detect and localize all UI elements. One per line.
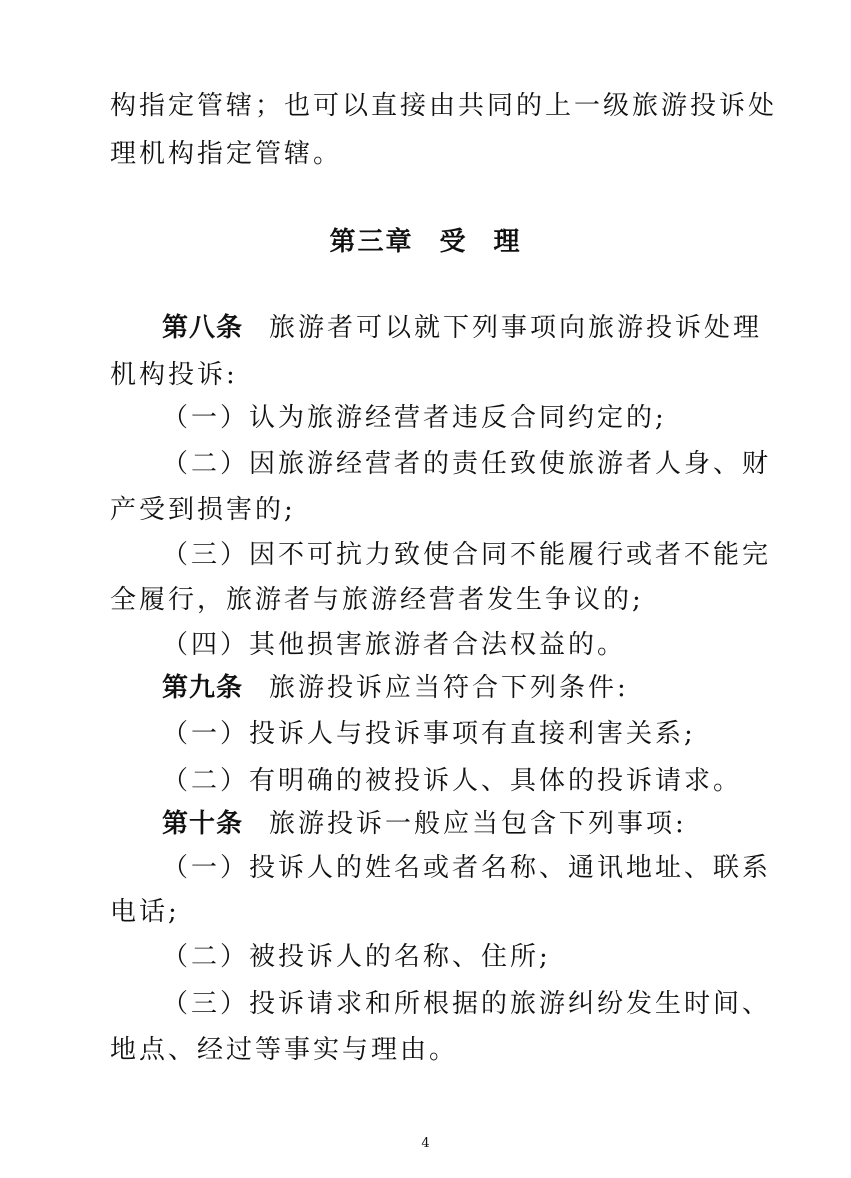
article-9-text: 旅游投诉应当符合下列条件: bbox=[269, 673, 629, 703]
article-8-text: 旅游者可以就下列事项向旅游投诉处理 bbox=[269, 313, 763, 343]
article-10-title: 第十条 bbox=[162, 809, 244, 839]
article-10-item: （二）被投诉人的名称、住所; bbox=[162, 942, 551, 972]
chapter-heading bbox=[0, 224, 851, 260]
chapter-number: 第三章 bbox=[329, 227, 414, 257]
article-10-line-1 bbox=[162, 806, 787, 842]
paragraph-line: 理机构指定管辖。 bbox=[110, 139, 343, 169]
article-8-title: 第八条 bbox=[162, 313, 244, 343]
article-10-item-continued: 地点、经过等事实与理由。 bbox=[110, 1035, 459, 1065]
article-9-item: （一）投诉人与投诉事项有直接利害关系; bbox=[162, 719, 696, 749]
article-9-item: （二）有明确的被投诉人、具体的投诉请求。 bbox=[162, 766, 743, 796]
article-9-title: 第九条 bbox=[162, 673, 244, 703]
article-8-line-1 bbox=[162, 310, 787, 346]
article-10-item: （一）投诉人的姓名或者名称、通讯地址、联系 bbox=[162, 853, 772, 883]
article-8-item: （三）因不可抗力致使合同不能履行或者不能完 bbox=[162, 540, 772, 570]
article-8-item-continued: 产受到损害的; bbox=[110, 495, 296, 525]
chapter-title-char: 理 bbox=[493, 227, 522, 257]
page-number: 4 bbox=[421, 1136, 430, 1151]
article-10-item: （三）投诉请求和所根据的旅游纠纷发生时间、 bbox=[162, 989, 772, 1019]
article-10-item-continued: 电话; bbox=[110, 897, 180, 927]
article-8-item: （二）因旅游经营者的责任致使旅游者人身、财 bbox=[162, 449, 772, 479]
article-8-item: （一）认为旅游经营者违反合同约定的; bbox=[162, 403, 667, 433]
article-8-line-2: 机构投诉: bbox=[110, 360, 238, 390]
chapter-title-char: 受 bbox=[439, 227, 468, 257]
article-8-item: （四）其他损害旅游者合法权益的。 bbox=[162, 630, 627, 660]
paragraph-line: 构指定管辖；也可以直接由共同的上一级旅游投诉处 bbox=[110, 91, 778, 121]
article-10-text: 旅游投诉一般应当包含下列事项: bbox=[269, 809, 687, 839]
article-8-item-continued: 全履行，旅游者与旅游经营者发生争议的; bbox=[110, 585, 644, 615]
article-9-line-1 bbox=[162, 670, 787, 706]
